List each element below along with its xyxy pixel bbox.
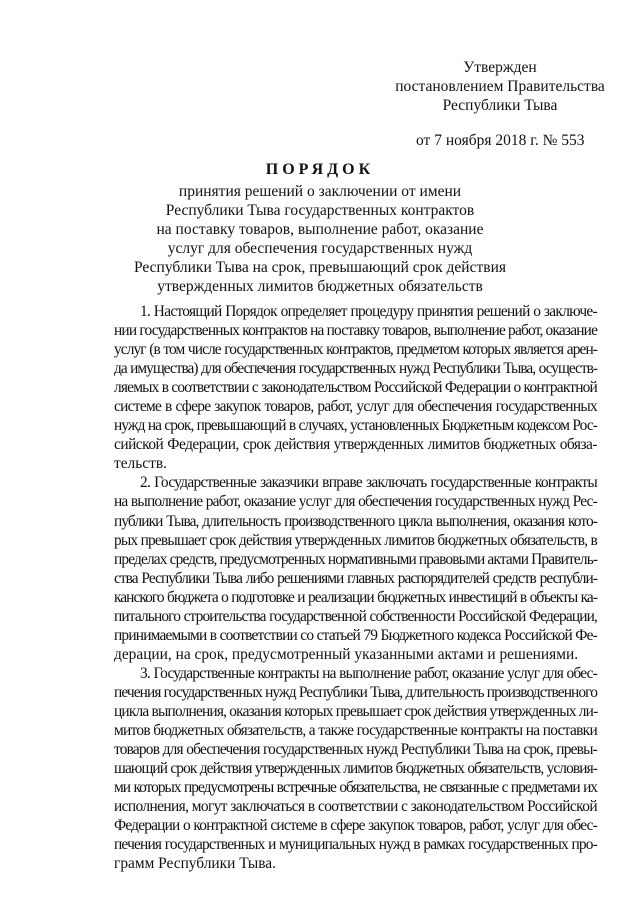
text-line: канского бюджета о подготовке и реализации бюджетных инвестиций в объекты ка- xyxy=(114,588,597,606)
text-line: шающий срок действия утвержденных лимитов бюджетных обязательств, условия- xyxy=(114,760,597,778)
document-body xyxy=(88,302,597,873)
text-line: дерации, на срок, предусмотренный указанными актами и решениями. xyxy=(114,645,579,663)
text-line: ми которых предусмотрены встречные обязательства, не связанные с предметами их xyxy=(114,779,597,797)
subtitle-line: утвержденных лимитов бюджетных обязательств xyxy=(157,278,483,295)
paragraph-1 xyxy=(88,302,597,473)
approval-line-1: Утвержден xyxy=(463,59,537,76)
text-line: цикла выполнения, оказания которых превышает срок действия утвержденных ли- xyxy=(114,702,598,720)
subtitle-line: услуг для обеспечения государственных нужд xyxy=(167,240,473,257)
document-subtitle xyxy=(100,182,540,296)
text-line: 3. Государственные контракты на выполнение работ, оказание услуг для обес- xyxy=(140,664,597,682)
text-line: сийской Федерации, срок действия утвержденных лимитов бюджетных обяза- xyxy=(114,436,597,454)
text-line: грамм Республики Тыва. xyxy=(114,855,276,873)
text-line: питального строительства государственной собственности Российской Федерации, xyxy=(114,607,597,625)
text-line: на выполнение работ, оказание услуг для обеспечения государственных нужд Рес- xyxy=(114,493,597,511)
subtitle-line: Республики Тыва государственных контрактов xyxy=(165,202,475,219)
text-line: печения государственных нужд Республики Тыва, длительность производственного xyxy=(114,683,597,701)
text-line: системе в сфере закупок товаров, работ, услуг для обеспечения государственных xyxy=(114,398,597,416)
text-line: печения государственных и муниципальных нужд в рамках государственных про- xyxy=(114,836,597,854)
text-line: рых превышает срок действия утвержденных лимитов бюджетных обязательств, в xyxy=(114,531,597,549)
paragraph-3 xyxy=(88,664,597,874)
text-line: товаров для обеспечения государственных нужд Республики Тыва на срок, превы- xyxy=(114,741,597,759)
title-block xyxy=(100,160,540,296)
text-line: исполнения, могут заключаться в соответствии с законодательством Российской xyxy=(114,798,597,816)
text-line: 2. Государственные заказчики вправе заключать государственные контракты xyxy=(140,474,597,492)
document-date: от 7 ноября 2018 г. № 553 xyxy=(416,132,585,149)
text-line: митов бюджетных обязательств, а также государственные контракты на поставки xyxy=(114,722,597,740)
paragraph-2 xyxy=(88,473,597,663)
text-line: да имущества) для обеспечения государственных нужд Республики Тыва, осуществ- xyxy=(114,360,597,378)
text-line: пределах средств, предусмотренных нормативными правовыми актами Правитель- xyxy=(114,550,598,568)
text-line: принимаемыми в соответствии со статьей 79 Бюджетного кодекса Российской Фе- xyxy=(114,626,597,644)
document-title: ПОРЯДОК xyxy=(265,161,375,178)
approval-line-3: Республики Тыва xyxy=(442,97,558,114)
text-line: тельств. xyxy=(114,455,167,473)
subtitle-line: на поставку товаров, выполнение работ, оказание xyxy=(156,221,484,238)
text-line: 1. Настоящий Порядок определяет процедуру принятия решений о заключе- xyxy=(140,303,597,320)
text-line: публики Тыва, длительность производственного цикла выполнения, оказания кото- xyxy=(114,512,597,530)
text-line: ляемых в соответствии с законодательством Российской Федерации о контрактной xyxy=(114,379,597,397)
subtitle-line: Республики Тыва на срок, превышающий срок действия xyxy=(133,259,506,276)
text-line: нужд на срок, превышающий в случаях, установленных Бюджетным кодексом Рос- xyxy=(114,417,597,435)
text-line: Федерации о контрактной системе в сфере закупок товаров, работ, услуг для обес- xyxy=(114,817,597,835)
text-line: услуг (в том числе государственных контрактов, предметом которых является арен- xyxy=(114,341,597,359)
approval-line-2: постановлением Правительства xyxy=(395,78,605,95)
text-line: ства Республики Тыва либо решениями главных распорядителей средств республи- xyxy=(114,569,597,587)
subtitle-line: принятия решений о заключении от имени xyxy=(178,183,462,200)
text-line: нии государственных контрактов на поставку товаров, выполнение работ, оказание xyxy=(114,322,598,340)
approval-stamp xyxy=(380,58,620,115)
